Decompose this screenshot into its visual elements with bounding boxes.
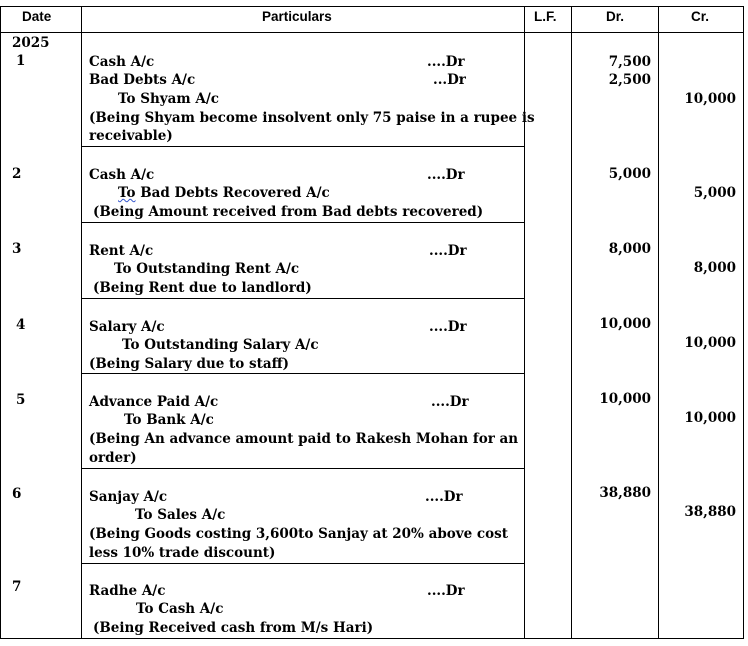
entry-separator bbox=[81, 222, 524, 223]
dr-marker: ....Dr bbox=[427, 54, 465, 70]
narration-line: receivable) bbox=[89, 128, 173, 144]
cr-amount: 10,000 bbox=[684, 410, 736, 426]
entry-date: 1 bbox=[16, 53, 26, 69]
debit-account: Radhe A/c bbox=[89, 583, 166, 599]
dr-amount: 5,000 bbox=[608, 166, 651, 182]
dr-amount: 8,000 bbox=[608, 241, 651, 257]
header-cr: Cr. bbox=[691, 9, 710, 24]
entry-separator bbox=[81, 146, 524, 147]
credit-account: To Shyam A/c bbox=[118, 91, 219, 107]
credit-account: To Bank A/c bbox=[124, 412, 214, 428]
header-date: Date bbox=[22, 9, 52, 24]
dr-marker: ...Dr bbox=[433, 72, 466, 88]
entry-date: 2 bbox=[12, 166, 22, 182]
narration-line: (Being Goods costing 3,600to Sanjay at 20% above cost bbox=[89, 526, 508, 542]
credit-account-rest: Bad Debts Recovered A/c bbox=[135, 185, 330, 201]
header-particulars: Particulars bbox=[262, 9, 332, 24]
narration-line: (Being Salary due to staff) bbox=[89, 356, 290, 372]
cr-amount: 5,000 bbox=[693, 185, 736, 201]
dr-amount: 7,500 bbox=[608, 54, 651, 70]
credit-account bbox=[118, 184, 330, 202]
credit-account: To Cash A/c bbox=[136, 601, 224, 617]
header-dr: Dr. bbox=[606, 9, 625, 24]
credit-account: To Outstanding Rent A/c bbox=[114, 261, 300, 277]
entry-date: 7 bbox=[12, 579, 22, 595]
entry-separator bbox=[81, 468, 524, 469]
cr-amount: 10,000 bbox=[684, 335, 736, 351]
entry-date: 6 bbox=[12, 486, 22, 502]
debit-account: Rent A/c bbox=[89, 243, 154, 259]
debit-account: Advance Paid A/c bbox=[89, 394, 219, 410]
narration-line: less 10% trade discount) bbox=[89, 545, 276, 561]
credit-account: To Sales A/c bbox=[135, 507, 226, 523]
entry-separator bbox=[81, 298, 524, 299]
col-border-lf bbox=[571, 6, 572, 639]
entry-date: 5 bbox=[16, 392, 26, 408]
dr-marker: ....Dr bbox=[429, 319, 467, 335]
table-top-border bbox=[0, 6, 744, 7]
header-lf: L.F. bbox=[534, 9, 557, 24]
debit-account: Cash A/c bbox=[89, 54, 155, 70]
dr-amount: 10,000 bbox=[599, 391, 651, 407]
dr-marker: ....Dr bbox=[429, 243, 467, 259]
dr-amount: 10,000 bbox=[599, 316, 651, 332]
cr-amount: 38,880 bbox=[684, 504, 736, 520]
narration-line: (Being Shyam become insolvent only 75 paise in a rupee is bbox=[89, 110, 535, 126]
entry-date: 4 bbox=[16, 317, 26, 333]
credit-account-prefix: To bbox=[118, 185, 136, 201]
dr-marker: ....Dr bbox=[427, 583, 465, 599]
debit-account: Salary A/c bbox=[89, 319, 165, 335]
table-bottom-border bbox=[0, 638, 744, 639]
dr-marker: ....Dr bbox=[425, 489, 463, 505]
debit-account: Cash A/c bbox=[89, 167, 155, 183]
dr-amount: 2,500 bbox=[608, 72, 651, 88]
dr-marker: ....Dr bbox=[431, 394, 469, 410]
col-border-left bbox=[0, 6, 1, 639]
narration-line: (Being Received cash from M/s Hari) bbox=[93, 620, 374, 636]
col-border-date bbox=[81, 6, 82, 639]
dr-marker: ....Dr bbox=[427, 167, 465, 183]
cr-amount: 8,000 bbox=[693, 260, 736, 276]
dr-amount: 38,880 bbox=[599, 485, 651, 501]
narration-line: (Being Rent due to landlord) bbox=[93, 280, 312, 296]
entry-separator bbox=[81, 563, 524, 564]
credit-account: To Outstanding Salary A/c bbox=[122, 337, 319, 353]
header-bottom-border bbox=[0, 32, 744, 33]
col-border-particulars bbox=[524, 6, 525, 639]
entry-date: 3 bbox=[12, 241, 22, 257]
year-label: 2025 bbox=[12, 35, 50, 51]
narration-line: (Being Amount received from Bad debts recovered) bbox=[93, 204, 484, 220]
narration-line: order) bbox=[89, 450, 137, 466]
col-border-dr bbox=[658, 6, 659, 639]
entry-separator bbox=[81, 373, 524, 374]
narration-line: (Being An advance amount paid to Rakesh Mohan for an bbox=[89, 431, 519, 447]
col-border-right bbox=[743, 6, 744, 639]
debit-account: Bad Debts A/c bbox=[89, 72, 196, 88]
cr-amount: 10,000 bbox=[684, 91, 736, 107]
debit-account: Sanjay A/c bbox=[89, 489, 168, 505]
